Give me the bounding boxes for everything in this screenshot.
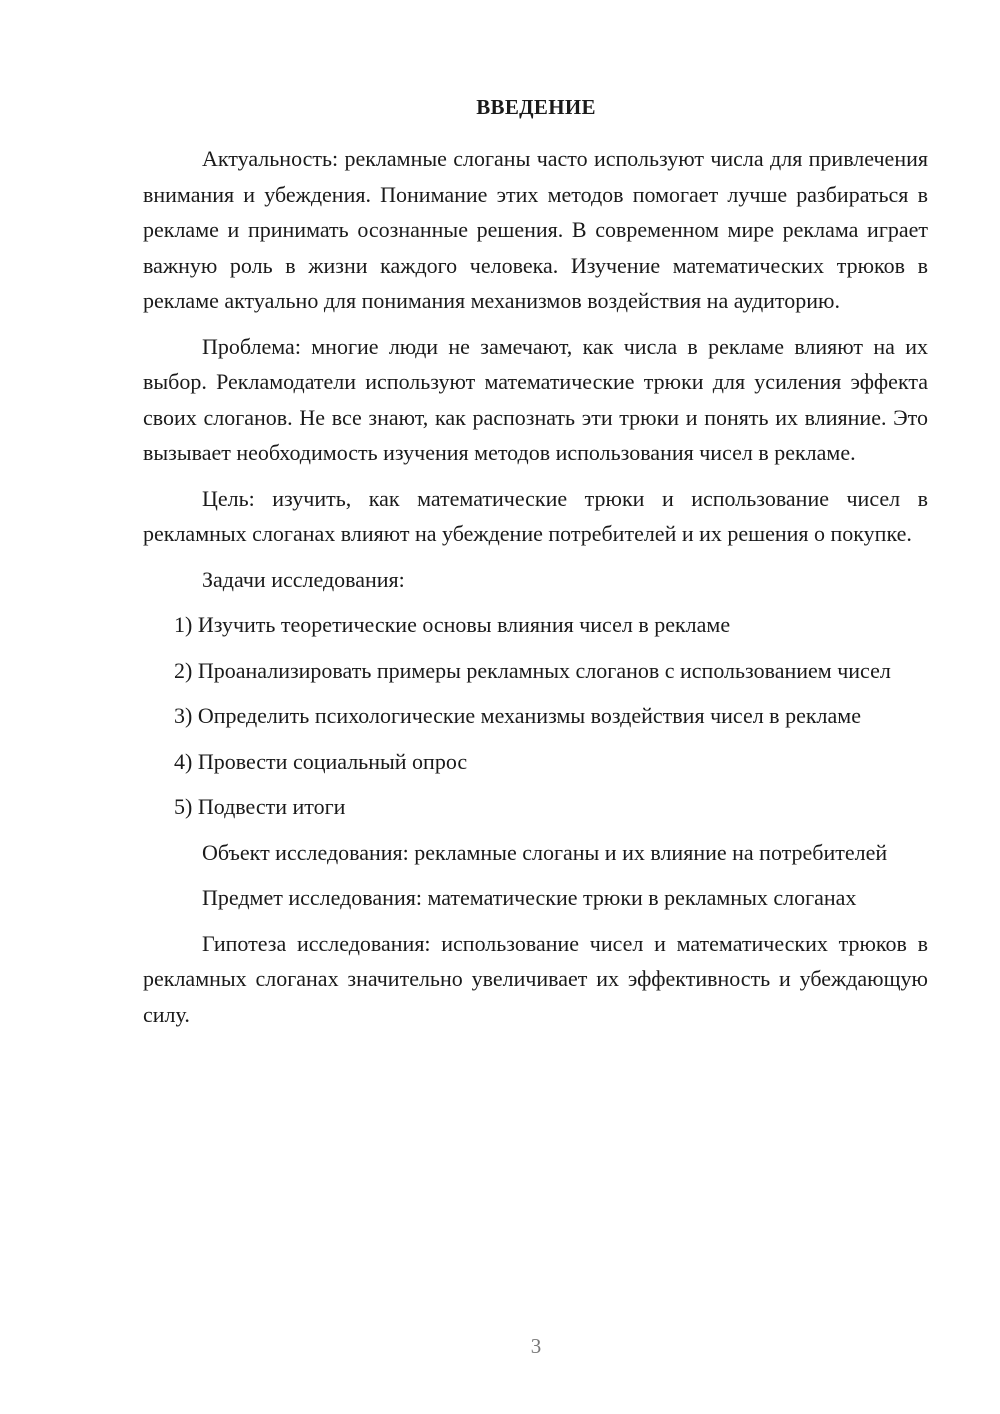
page-number: 3 (530, 1334, 542, 1358)
paragraph-goal: Цель: изучить, как математические трюки и использование чисел в рекламных слоганах влияют на убеждение потребителей и их решения о покупке. (143, 485, 928, 546)
task-item-2: 2) Проанализировать примеры рекламных слоганов с использованием чисел (174, 657, 891, 683)
task-item-4: 4) Провести социальный опрос (174, 748, 468, 774)
paragraph-tasks-heading: Задачи исследования: (202, 566, 405, 592)
paragraph-object: Объект исследования: рекламные слоганы и их влияние на потребителей (202, 839, 888, 865)
page-title: ВВЕДЕНИЕ (476, 95, 596, 119)
paragraph-relevance: Актуальность: рекламные слоганы часто используют числа для привлечения внимания и убеждения. Понимание этих методов помогает лучше разбираться в рекламе и принимать осознанные решения. В современном мире реклама играет важную роль в жизни каждого человека. Изучение математических трюков в рекламе актуально для понимания механизмов воздействия на аудиторию. (143, 146, 928, 313)
document-body (143, 141, 928, 1042)
paragraph-hypothesis: Гипотеза исследования: использование чисел и математических трюков в рекламных слоганах значительно увеличивает их эффективность и убеждающую силу. (143, 930, 928, 1027)
task-item-1: 1) Изучить теоретические основы влияния чисел в рекламе (174, 612, 731, 637)
task-item-5: 5) Подвести итоги (174, 794, 346, 819)
paragraph-problem: Проблема: многие люди не замечают, как числа в рекламе влияют на их выбор. Рекламодатели используют математические трюки для усиления эффекта своих слоганов. Не все знают, как распознать эти трюки и понять их влияние. Это вызывает необходимость изучения методов использования чисел в рекламе. (143, 333, 928, 465)
task-item-3: 3) Определить психологические механизмы воздействия чисел в рекламе (174, 703, 861, 728)
paragraph-subject: Предмет исследования: математические трюки в рекламных слоганах (202, 885, 857, 910)
